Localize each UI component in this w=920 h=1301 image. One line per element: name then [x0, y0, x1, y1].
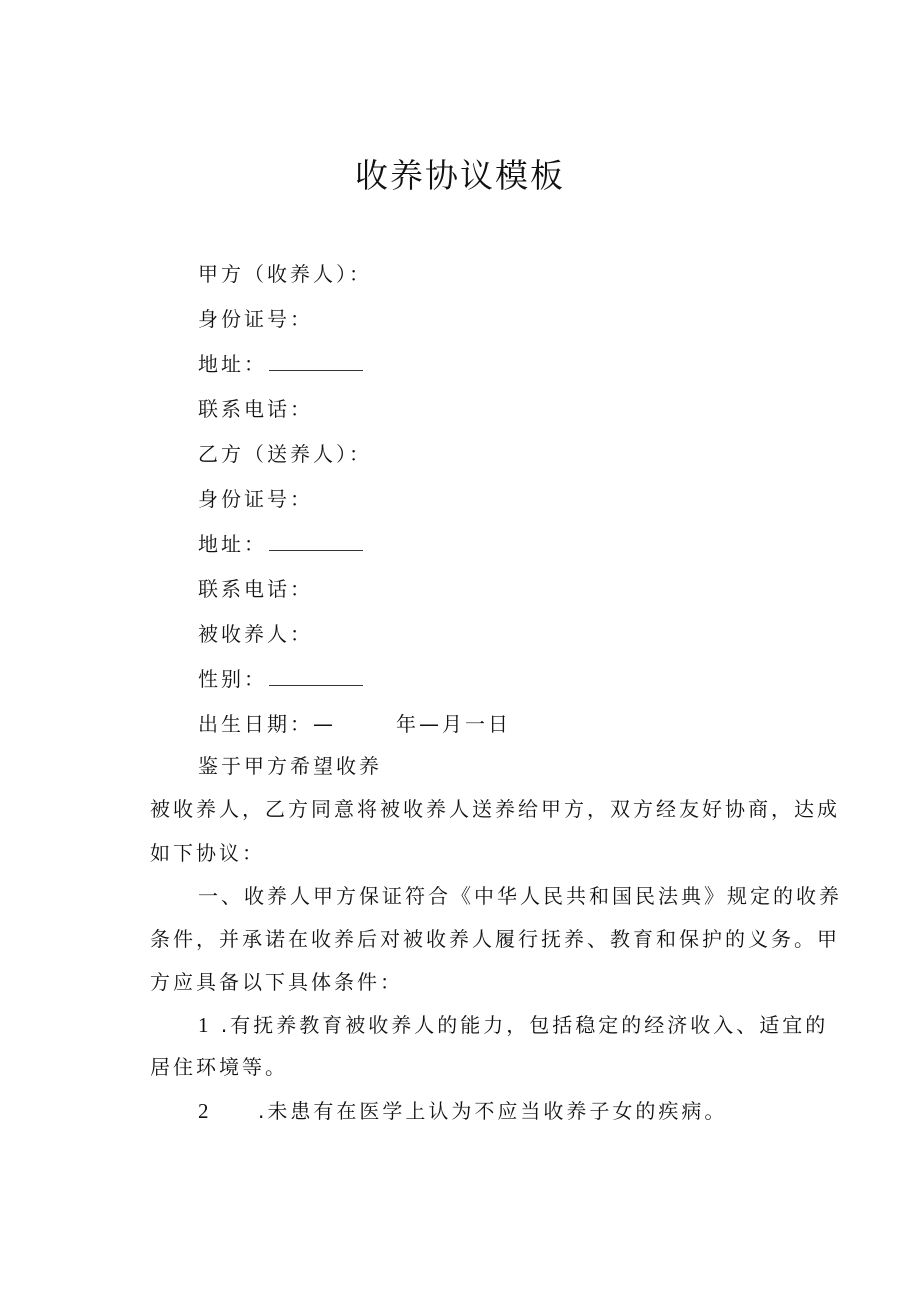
document-title: 收养协议模板 — [355, 156, 565, 195]
item-2-number: 2 — [198, 1099, 212, 1123]
party-a-id-label: 身份证号： — [198, 307, 313, 331]
preamble-line-3: 如下协议： — [150, 841, 265, 865]
party-a-address-blank — [269, 354, 363, 371]
item-1-line-2: 居住环境等。 — [150, 1055, 288, 1079]
party-b-address-label: 地址： — [198, 532, 267, 556]
party-a-heading: 甲方（收养人）： — [198, 262, 372, 286]
adoptee-gender-blank — [269, 669, 363, 686]
party-a-address-label: 地址： — [198, 352, 267, 376]
item-2-line-1 — [198, 1101, 727, 1122]
adoptee-birth — [198, 714, 511, 734]
clause-1-line-2: 条件，并承诺在收养后对被收养人履行抚养、教育和保护的义务。甲 — [150, 927, 840, 951]
item-1-line-1 — [198, 1015, 828, 1036]
party-b-address-blank — [269, 534, 363, 551]
adoptee-birth-rest: 年—月一日 — [396, 712, 511, 736]
adoptee-birth-label: 出生日期：— — [198, 712, 336, 736]
party-a-phone-label: 联系电话： — [198, 397, 313, 421]
item-2-text: .未患有在医学上认为不应当收养子女的疾病。 — [258, 1099, 728, 1123]
party-b-address — [198, 534, 363, 554]
party-b-id-label: 身份证号： — [198, 487, 313, 511]
preamble-line-2: 被收养人，乙方同意将被收养人送养给甲方，双方经友好协商，达成 — [150, 797, 840, 821]
clause-1-line-1: 一、收养人甲方保证符合《中华人民共和国民法典》规定的收养 — [198, 884, 842, 908]
party-a-address — [198, 354, 363, 374]
adoptee-gender — [198, 669, 363, 689]
item-1-number: 1 — [198, 1013, 212, 1037]
party-b-heading: 乙方（送养人）： — [198, 442, 372, 466]
adoptee-heading: 被收养人： — [198, 622, 313, 646]
adoptee-gender-label: 性别： — [198, 667, 267, 691]
item-1-text: .有抚养教育被收养人的能力，包括稳定的经济收入、适宜的 — [220, 1013, 829, 1037]
party-b-phone-label: 联系电话： — [198, 577, 313, 601]
clause-1-line-3: 方应具备以下具体条件： — [150, 970, 403, 994]
preamble-line-1: 鉴于甲方希望收养 — [198, 754, 382, 778]
